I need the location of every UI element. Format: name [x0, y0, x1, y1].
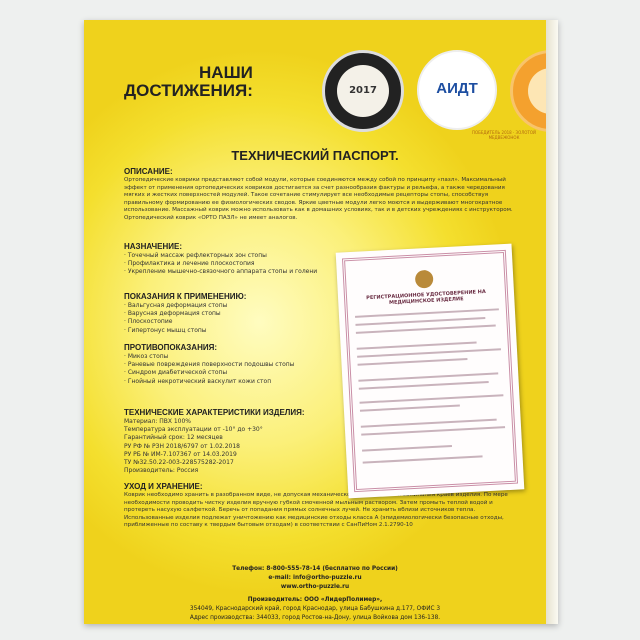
purpose-list: [124, 252, 324, 277]
list-item: · Точечный массаж рефлекторных зон стопы: [124, 252, 324, 260]
email-text: e-mail: info@ortho-puzzle.ru: [268, 575, 362, 581]
list-item: · Вальгусная деформация стопы: [124, 302, 324, 310]
spec-line: ТУ №32.50.22-003-228575282-2017: [124, 459, 234, 467]
list-item: · Плоскостопие: [124, 318, 324, 326]
list-item: · Гнойный некротический васкулит кожи стоп: [124, 378, 324, 386]
description-text: Ортопедические коврики представляют собой модули, которые соединяются между собой по принципу «пазл». Максимальный эффект от применения ортопедических ковриков достигается за счет разнообразия фактуры и рельефа, а также чередования мягких и жестких поверхностей модулей. Такое сочетание стимулирует все необходимые рецепторы стопы, способствуя правильному формированию ее физиологических сводов. Яркие цветные модули легко моются и выдерживают многократное использование. Массажный коврик можно использовать как в домашних условиях, так и в детских учреждениях с инструктором. Ортопедический коврик «ОРТО ПАЗЛ» не имеет аналогов.: [124, 177, 513, 221]
producer-name: Производитель: ООО «ЛидерПолимер»,: [247, 597, 383, 603]
booklet-spine: [546, 20, 558, 624]
spec-line: РУ РФ № РЗН 2018/6797 от 1.02.2018: [124, 442, 240, 450]
list-item: · Синдром диабетической стопы: [124, 369, 324, 377]
care-text: Коврик необходимо хранить в разобранном виде, не допуская механического воздействия и заминания краев изделия. По мере необходимости проводить чистку изделия вручную губкой смоченной мыльным раствором. Затем промыть теплой водой и протереть насухую салфеткой. Беречь от попадания прямых солнечных лучей. Не хранить вблизи источников тепла. Использованные изделия подлежат уничтожению как медицинские отходы класса А (эпидемиологически безопасные отходы, приближенные по составу к твердым бытовым отходам) в соответствии с СанПиНом 2.1.2790-10: [124, 492, 508, 529]
aidt-logo: АИДТ: [436, 80, 478, 97]
contest-badge: [322, 50, 404, 132]
winner-badge-text: ПОБЕДИТЕЛЬ 2018 · ЗОЛОТОЙ МЕДВЕЖОНОК: [472, 130, 536, 140]
list-item: · Гипертонус мышц стопы: [124, 327, 324, 335]
list-item: · Укрепление мышечно-связочного аппарата стопы и голени: [124, 268, 324, 276]
spec-line: Гарантийный срок: 12 месяцев: [124, 434, 223, 442]
site-text: www.ortho-puzzle.ru: [280, 584, 350, 590]
spec-line: РУ РБ № ИМ-7.107367 от 14.03.2019: [124, 450, 237, 458]
indications-heading: ПОКАЗАНИЯ К ПРИМЕНЕНИЮ:: [124, 292, 247, 301]
list-item: · Раневые повреждения поверхности подошвы стопы: [124, 361, 324, 369]
list-item: · Варусная деформация стопы: [124, 310, 324, 318]
achievements-title: НАШИ ДОСТИЖЕНИЯ:: [124, 63, 253, 100]
spec-line: Температура эксплуатации от -10° до +30°: [124, 426, 263, 434]
list-item: · Профилактика и лечение плоскостопия: [124, 260, 324, 268]
registration-certificate: [336, 244, 525, 499]
contest-year: 2017: [337, 65, 389, 117]
passport-title: ТЕХНИЧЕСКИЙ ПАСПОРТ.: [231, 148, 399, 163]
list-item: · Микоз стопы: [124, 353, 324, 361]
specs-list: [124, 418, 344, 475]
indications-list: [124, 302, 324, 335]
specs-heading: ТЕХНИЧЕСКИЕ ХАРАКТЕРИСТИКИ ИЗДЕЛИЯ:: [124, 408, 305, 417]
phone-text: Телефон: 8-800-555-78-14 (бесплатно по России): [232, 566, 398, 572]
passport-page: [84, 20, 546, 624]
production-address: Адрес производства: 344033, город Ростов-на-Дону, улица Войкова дом 136-138.: [189, 615, 441, 621]
contraindications-list: [124, 353, 324, 386]
aidt-badge: [417, 50, 497, 130]
producer-address: 354049, Краснодарский край, город Краснодар, улица Бабушкина д.177, ОФИС 3: [189, 606, 441, 612]
purpose-heading: НАЗНАЧЕНИЕ:: [124, 242, 182, 251]
description-heading: ОПИСАНИЕ:: [124, 167, 173, 176]
contraindications-heading: ПРОТИВОПОКАЗАНИЯ:: [124, 343, 218, 352]
booklet: [84, 20, 558, 624]
spec-line: Материал: ПВХ 100%: [124, 418, 191, 425]
care-heading: УХОД И ХРАНЕНИЕ:: [124, 482, 203, 491]
certificate-title: РЕГИСТРАЦИОННОЕ УДОСТОВЕРЕНИЕ НА МЕДИЦИНСКОЕ ИЗДЕЛИЕ: [366, 288, 486, 307]
spec-line: Производитель: Россия: [124, 467, 199, 475]
